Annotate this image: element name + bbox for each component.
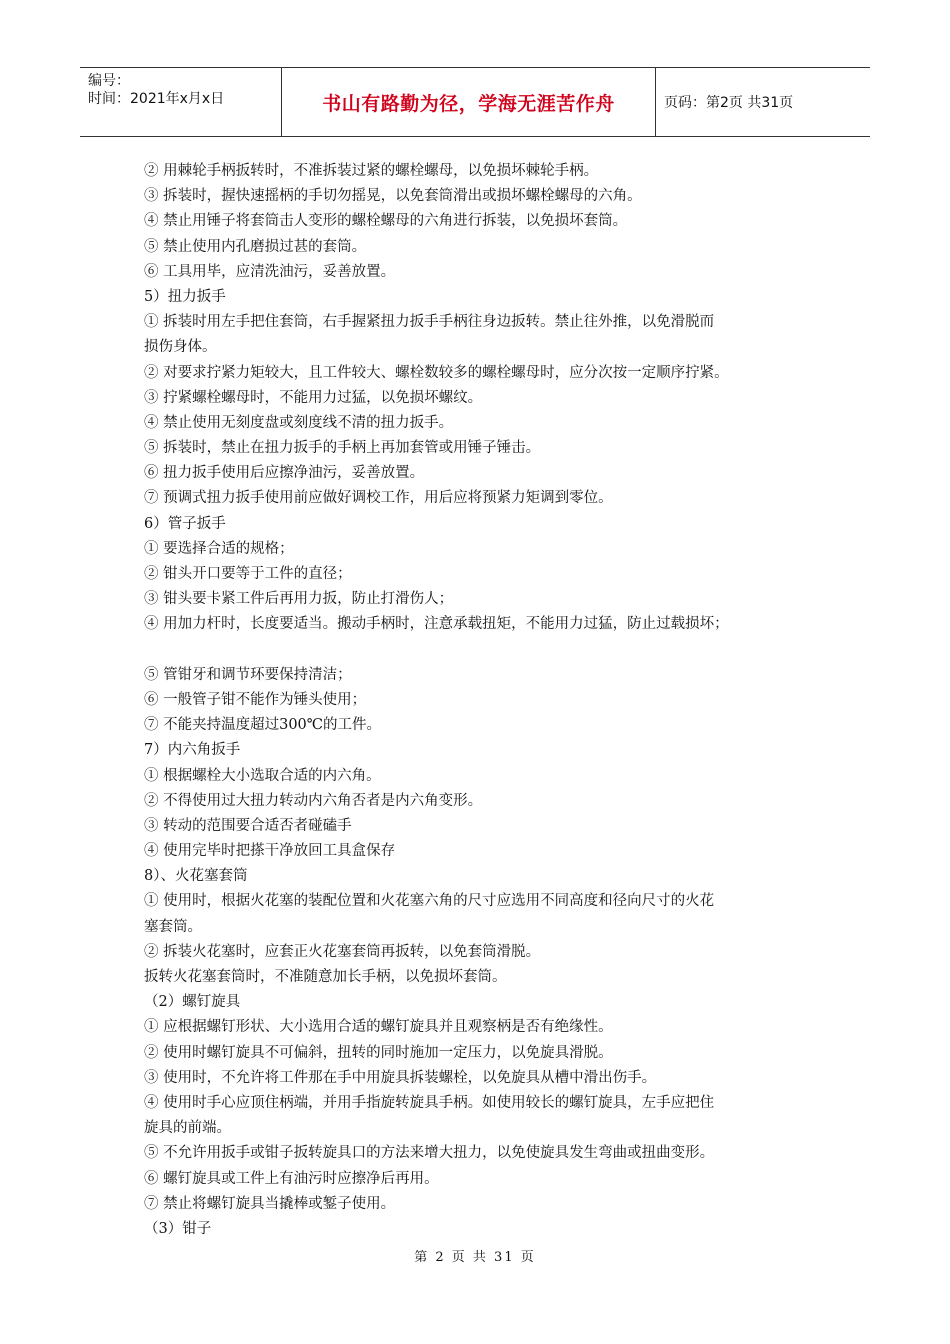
header-page-info: 页码：第2页 共31页 xyxy=(664,95,794,111)
document-time-label: 时间：2021年x月x日 xyxy=(88,91,225,107)
page-header xyxy=(80,67,870,137)
header-meta-cell xyxy=(80,68,282,136)
text-line: ① 应根据螺钉形状、大小选用合适的螺钉旋具并且观察柄是否有绝缘性。 xyxy=(144,1019,613,1036)
page-footer: 第 2 页 共 31 页 xyxy=(414,1250,536,1265)
text-line: ④ 禁止使用无刻度盘或刻度线不清的扭力扳手。 xyxy=(144,414,454,431)
text-line: ⑦ 预调式扭力扳手使用前应做好调校工作，用后应将预紧力矩调到零位。 xyxy=(144,490,613,507)
text-line: ④ 使用完毕时把搽干净放回工具盒保存 xyxy=(144,843,396,860)
text-line: 6）管子扳手 xyxy=(144,515,226,532)
text-line: ⑥ 工具用毕，应清洗油污，妥善放置。 xyxy=(144,263,396,280)
text-line: ① 要选择合适的规格； xyxy=(144,540,294,557)
text-line: ③ 钳头要卡紧工件后再用力扳，防止打滑伤人； xyxy=(144,591,454,608)
text-line: ① 根据螺栓大小选取合适的内六角。 xyxy=(144,767,381,784)
text-line: ⑥ 螺钉旋具或工件上有油污时应擦净后再用。 xyxy=(144,1170,439,1187)
text-line: 5）扭力扳手 xyxy=(144,288,226,305)
text-line: ② 钳头开口要等于工件的直径； xyxy=(144,566,352,582)
text-line: ⑦ 禁止将螺钉旋具当撬棒或錾子使用。 xyxy=(144,1195,396,1212)
text-line: ⑤ 拆装时，禁止在扭力扳手的手柄上再加套管或用锤子锤击。 xyxy=(144,440,541,457)
text-line: 扳转火花塞套筒时，不准随意加长手柄，以免损坏套筒。 xyxy=(144,969,507,985)
blank-line xyxy=(144,638,824,663)
document-body xyxy=(144,159,824,1242)
text-line: ⑤ 不允许用扳手或钳子扳转旋具口的方法来增大扭力，以免使旋具发生弯曲或扭曲变形。 xyxy=(144,1145,715,1162)
text-line: ① 拆装时用左手把住套筒，右手握紧扭力扳手手柄往身边扳转。禁止往外推，以免滑脱而 xyxy=(144,314,715,331)
text-line: ⑥ 扭力扳手使用后应擦净油污，妥善放置。 xyxy=(144,465,425,482)
text-line: ⑤ 管钳牙和调节环要保持清洁； xyxy=(144,666,352,683)
text-line: （3）钳子 xyxy=(144,1220,212,1237)
text-line: ② 用棘轮手柄扳转时，不准拆装过紧的螺栓螺母，以免损坏棘轮手柄。 xyxy=(144,163,599,179)
text-line: 旋具的前端。 xyxy=(144,1120,231,1137)
text-line: ① 使用时，根据火花塞的装配位置和火花塞六角的尺寸应选用不同高度和径向尺寸的火花 xyxy=(144,893,715,910)
text-line: ② 拆装火花塞时，应套正火花塞套筒再扳转，以免套筒滑脱。 xyxy=(144,943,541,960)
text-line: ② 使用时螺钉旋具不可偏斜，扭转的同时施加一定压力，以免旋具滑脱。 xyxy=(144,1044,613,1061)
text-line: ③ 拆装时，握快速摇柄的手切勿摇晃，以免套筒滑出或损坏螺栓螺母的六角。 xyxy=(144,188,642,205)
text-line: ④ 使用时手心应顶住柄端，并用手指旋转旋具手柄。如使用较长的螺钉旋具，左手应把住 xyxy=(144,1094,715,1111)
text-line: 8）、火花塞套筒 xyxy=(144,868,248,885)
text-line: ② 不得使用过大扭力转动内六角否者是内六角变形。 xyxy=(144,792,483,809)
text-line: 塞套筒。 xyxy=(144,918,202,935)
text-line: ⑥ 一般管子钳不能作为锤头使用； xyxy=(144,691,367,708)
document-number-label: 编号： xyxy=(88,73,130,89)
text-line: （2）螺钉旋具 xyxy=(144,994,241,1011)
text-line: ④ 用加力杆时，长度要适当。搬动手柄时，注意承载扭矩，不能用力过猛，防止过载损坏； xyxy=(144,616,729,633)
text-line: 7）内六角扳手 xyxy=(144,742,241,759)
text-line: ② 对要求拧紧力矩较大，且工件较大、螺栓数较多的螺栓螺母时，应分次按一定顺序拧紧。 xyxy=(144,364,729,381)
text-line: 损伤身体。 xyxy=(144,339,217,356)
text-line: ⑦ 不能夹持温度超过300℃的工件。 xyxy=(144,717,382,734)
text-line: ③ 拧紧螺栓螺母时，不能用力过猛，以免损坏螺纹。 xyxy=(144,389,483,406)
text-line: ③ 转动的范围要合适否者碰磕手 xyxy=(144,817,352,834)
text-line: ⑤ 禁止使用内孔磨损过甚的套筒。 xyxy=(144,238,367,255)
text-line: ④ 禁止用锤子将套筒击人变形的螺栓螺母的六角进行拆装，以免损坏套筒。 xyxy=(144,213,628,230)
text-line: ③ 使用时，不允许将工件那在手中用旋具拆装螺栓，以免旋具从槽中滑出伤手。 xyxy=(144,1069,657,1086)
header-motto: 书山有路勤为径，学海无涯苦作舟 xyxy=(282,68,656,136)
